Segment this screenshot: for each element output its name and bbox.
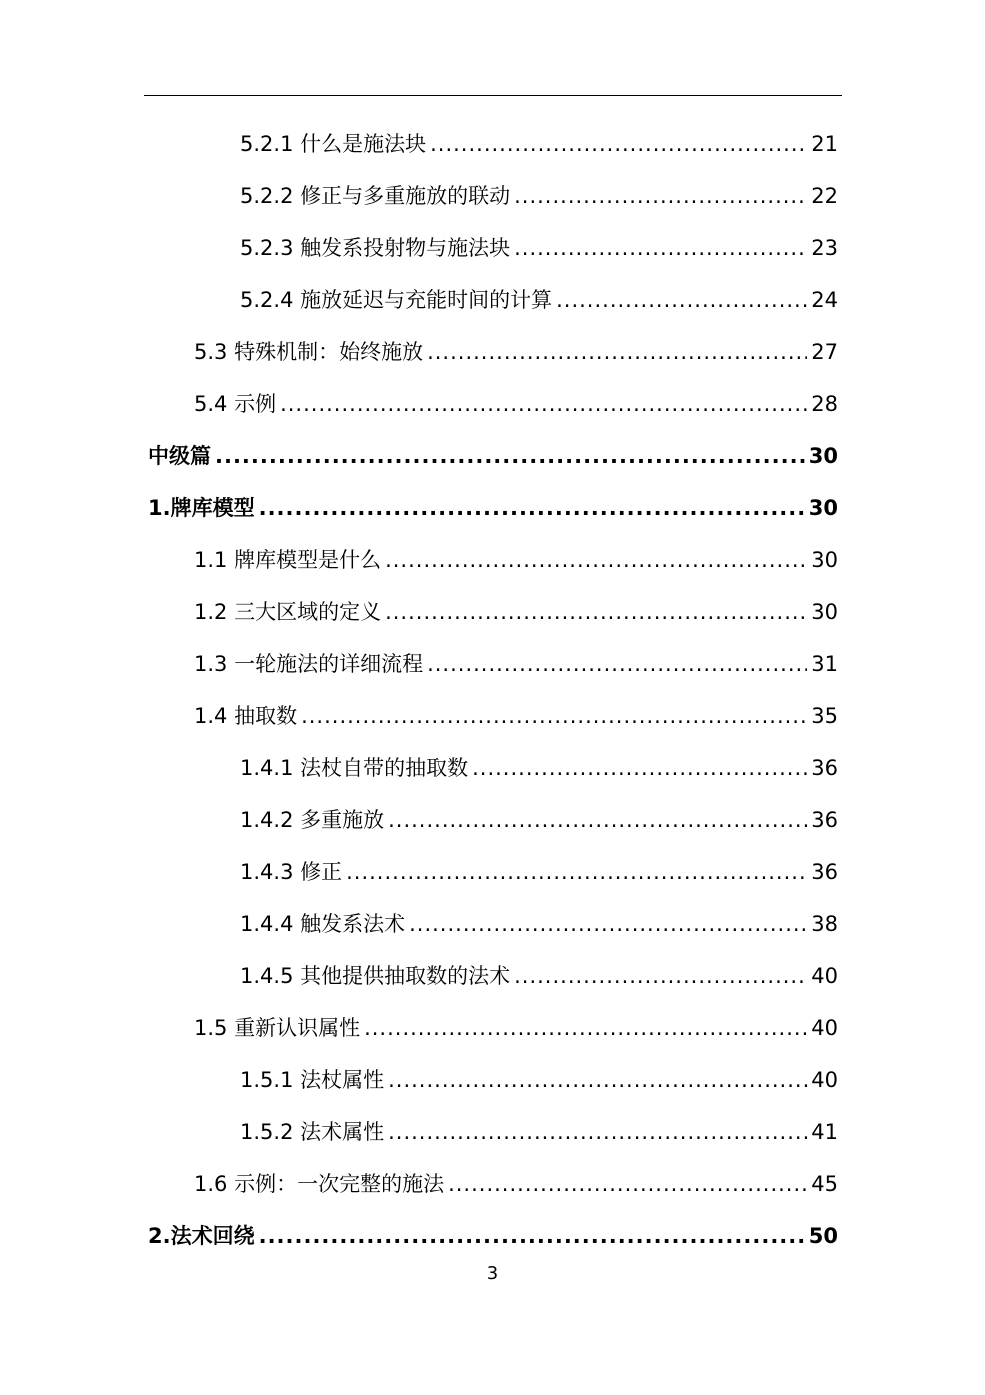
toc-entry[interactable] <box>148 436 838 476</box>
toc-entry-title: 1.4.3 修正 <box>240 860 343 884</box>
toc-entry-title: 5.3 特殊机制：始终施放 <box>194 340 424 364</box>
toc-entry[interactable] <box>240 956 838 996</box>
toc-entry-page: 23 <box>811 236 838 260</box>
page-number: 3 <box>486 1263 499 1284</box>
toc-entry[interactable] <box>240 904 838 944</box>
toc-dot-leader <box>388 1060 807 1100</box>
toc-entry-page: 45 <box>811 1172 838 1196</box>
toc-dot-leader <box>556 280 807 320</box>
toc-dot-leader <box>259 488 805 528</box>
toc-entry-title: 5.2.4 施放延迟与充能时间的计算 <box>240 288 553 312</box>
toc-entry[interactable] <box>148 488 838 528</box>
toc-entry[interactable] <box>194 540 838 580</box>
toc-entry-title: 5.2.1 什么是施法块 <box>240 132 427 156</box>
toc-entry[interactable] <box>194 1008 838 1048</box>
toc-entry-title: 1.6 示例：一次完整的施法 <box>194 1172 445 1196</box>
toc-dot-leader <box>385 540 807 580</box>
toc-dot-leader <box>385 592 807 632</box>
toc-dot-leader <box>364 1008 807 1048</box>
toc-entry[interactable] <box>240 228 838 268</box>
toc-entry[interactable] <box>194 696 838 736</box>
toc-entry-title: 1.4.5 其他提供抽取数的法术 <box>240 964 511 988</box>
toc-entry-title: 5.2.2 修正与多重施放的联动 <box>240 184 511 208</box>
toc-entry-page: 36 <box>811 808 838 832</box>
toc-entry-page: 36 <box>811 860 838 884</box>
toc-entry[interactable] <box>194 592 838 632</box>
toc-entry-title: 1.1 牌库模型是什么 <box>194 548 382 572</box>
toc-entry-title: 1.4.1 法杖自带的抽取数 <box>240 756 469 780</box>
toc-entry[interactable] <box>194 1164 838 1204</box>
toc-entry-title: 中级篇 <box>148 444 211 468</box>
toc-dot-leader <box>472 748 807 788</box>
toc-entry-title: 1.4 抽取数 <box>194 704 298 728</box>
toc-dot-leader <box>514 956 807 996</box>
toc-entry-page: 40 <box>811 964 838 988</box>
toc-dot-leader <box>215 436 805 476</box>
toc-entry[interactable] <box>240 852 838 892</box>
toc-entry-page: 30 <box>811 600 838 624</box>
toc-entry-title: 5.2.3 触发系投射物与施法块 <box>240 236 511 260</box>
toc-entry-page: 36 <box>811 756 838 780</box>
toc-dot-leader <box>448 1164 807 1204</box>
toc-entry[interactable] <box>240 124 838 164</box>
toc-dot-leader <box>409 904 807 944</box>
toc-entry-page: 40 <box>811 1068 838 1092</box>
toc-entry-page: 30 <box>808 444 838 468</box>
toc-entry-title: 5.4 示例 <box>194 392 277 416</box>
toc-dot-leader <box>427 644 807 684</box>
toc-entry[interactable] <box>194 384 838 424</box>
toc-dot-leader <box>514 176 807 216</box>
toc-dot-leader <box>427 332 807 372</box>
toc-dot-leader <box>259 1216 805 1256</box>
toc-entry-title: 1.4.2 多重施放 <box>240 808 385 832</box>
toc-entry[interactable] <box>148 1216 838 1256</box>
toc-entry[interactable] <box>240 748 838 788</box>
toc-entry-page: 35 <box>811 704 838 728</box>
toc-entry-title: 1.2 三大区域的定义 <box>194 600 382 624</box>
header-rule <box>144 95 842 96</box>
toc-dot-leader <box>514 228 807 268</box>
toc-entry[interactable] <box>240 176 838 216</box>
toc-entry[interactable] <box>194 332 838 372</box>
toc-dot-leader <box>430 124 807 164</box>
toc-entry-page: 41 <box>811 1120 838 1144</box>
toc-dot-leader <box>388 1112 807 1152</box>
toc-entry-title: 2.法术回绕 <box>148 1224 255 1248</box>
toc-entry[interactable] <box>194 644 838 684</box>
toc-entry-title: 1.5.1 法杖属性 <box>240 1068 385 1092</box>
toc-entry-title: 1.5 重新认识属性 <box>194 1016 361 1040</box>
toc-entry[interactable] <box>240 1112 838 1152</box>
toc-entry-title: 1.5.2 法术属性 <box>240 1120 385 1144</box>
toc-dot-leader <box>346 852 807 892</box>
toc-dot-leader <box>280 384 807 424</box>
toc-entry[interactable] <box>240 280 838 320</box>
toc-entry-page: 24 <box>811 288 838 312</box>
toc-entry-page: 50 <box>808 1224 838 1248</box>
toc-dot-leader <box>388 800 807 840</box>
toc-entry-page: 22 <box>811 184 838 208</box>
toc-entry-page: 38 <box>811 912 838 936</box>
toc-entry[interactable] <box>240 800 838 840</box>
toc-entry-page: 31 <box>811 652 838 676</box>
toc-entry-title: 1.4.4 触发系法术 <box>240 912 406 936</box>
toc-entry-page: 28 <box>811 392 838 416</box>
toc-entry-page: 30 <box>811 548 838 572</box>
toc-entry-title: 1.3 一轮施法的详细流程 <box>194 652 424 676</box>
toc-entry-page: 21 <box>811 132 838 156</box>
toc-entry-page: 27 <box>811 340 838 364</box>
toc-entry-title: 1.牌库模型 <box>148 496 255 520</box>
toc-entry[interactable] <box>240 1060 838 1100</box>
toc-dot-leader <box>301 696 807 736</box>
toc-entry-page: 30 <box>808 496 838 520</box>
toc-entry-page: 40 <box>811 1016 838 1040</box>
